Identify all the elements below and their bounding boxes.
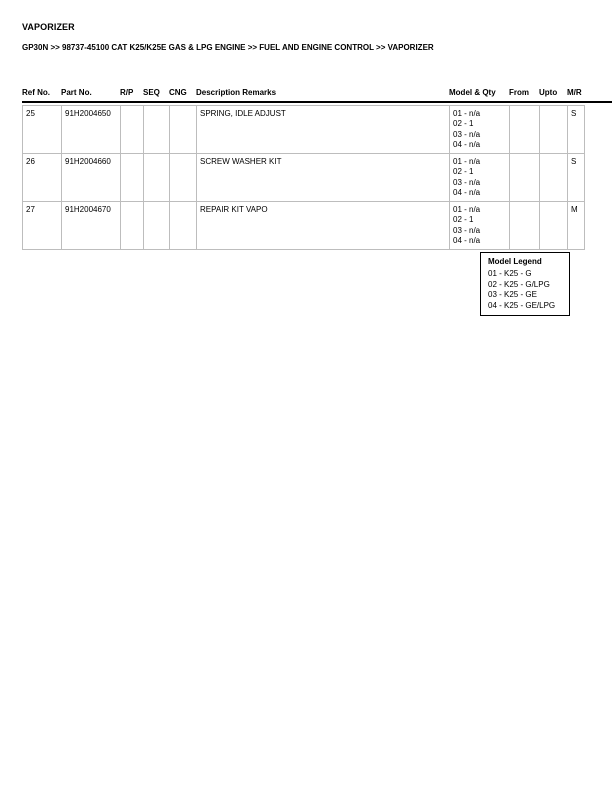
model-qty-line: 01 - n/a — [453, 205, 481, 214]
cell-description: REPAIR KIT VAPO — [197, 202, 450, 250]
cell-model-qty — [450, 154, 510, 202]
cell-upto — [540, 154, 568, 202]
cell-from — [510, 106, 540, 154]
table-row — [23, 106, 585, 154]
header-seq: SEQ — [143, 88, 160, 97]
legend-item: 01 - K25 - G — [488, 269, 532, 279]
header-part-no: Part No. — [61, 88, 92, 97]
model-qty-line: 01 - n/a — [453, 157, 481, 166]
model-qty-line: 02 - 1 — [453, 119, 474, 129]
model-qty-line: 03 - n/a — [453, 129, 481, 139]
header-rp: R/P — [120, 88, 134, 97]
cell-seq — [144, 106, 170, 154]
cell-part-no: 91H2004650 — [62, 106, 121, 154]
cell-upto — [540, 106, 568, 154]
legend-item: 04 - K25 - GE/LPG — [488, 300, 556, 310]
parts-table — [22, 105, 585, 250]
cell-ref-no: 27 — [23, 202, 62, 250]
cell-ref-no: 25 — [23, 106, 62, 154]
page-title: VAPORIZER — [22, 22, 75, 32]
legend-title: Model Legend — [488, 257, 542, 266]
cell-cng — [170, 106, 197, 154]
cell-cng — [170, 154, 197, 202]
cell-mr: S — [568, 154, 585, 202]
table-header-row — [0, 88, 612, 102]
cell-rp — [121, 202, 144, 250]
cell-rp — [121, 154, 144, 202]
cell-mr: S — [568, 106, 585, 154]
cell-from — [510, 202, 540, 250]
cell-part-no: 91H2004660 — [62, 154, 121, 202]
legend-item: 02 - K25 - G/LPG — [488, 279, 550, 289]
table-row — [23, 202, 585, 250]
header-mr: M/R — [567, 88, 582, 97]
model-qty-line: 01 - n/a — [453, 109, 481, 118]
table-row — [23, 154, 585, 202]
legend-item: 03 - K25 - GE — [488, 290, 537, 300]
cell-seq — [144, 154, 170, 202]
header-ref-no: Ref No. — [22, 88, 50, 97]
cell-description: SCREW WASHER KIT — [197, 154, 450, 202]
cell-rp — [121, 106, 144, 154]
cell-mr: M — [568, 202, 585, 250]
cell-part-no: 91H2004670 — [62, 202, 121, 250]
model-qty-line: 03 - n/a — [453, 177, 481, 187]
model-qty-line: 04 - n/a — [453, 236, 481, 246]
model-qty-line: 04 - n/a — [453, 140, 481, 150]
cell-description: SPRING, IDLE ADJUST — [197, 106, 450, 154]
model-qty-line: 02 - 1 — [453, 215, 474, 225]
header-description: Description Remarks — [196, 88, 277, 97]
cell-seq — [144, 202, 170, 250]
model-qty-line: 02 - 1 — [453, 167, 474, 177]
header-divider — [22, 101, 612, 103]
breadcrumb: GP30N >> 98737-45100 CAT K25/K25E GAS & LPG ENGINE >> FUEL AND ENGINE CONTROL >> VAPORIZER — [22, 43, 434, 52]
model-qty-line: 04 - n/a — [453, 188, 481, 198]
header-cng: CNG — [169, 88, 187, 97]
cell-from — [510, 154, 540, 202]
header-model-qty: Model & Qty — [449, 88, 496, 97]
header-from: From — [509, 88, 529, 97]
cell-model-qty — [450, 202, 510, 250]
cell-cng — [170, 202, 197, 250]
model-legend — [480, 252, 570, 316]
cell-model-qty — [450, 106, 510, 154]
model-qty-line: 03 - n/a — [453, 225, 481, 235]
cell-upto — [540, 202, 568, 250]
cell-ref-no: 26 — [23, 154, 62, 202]
header-upto: Upto — [539, 88, 558, 97]
